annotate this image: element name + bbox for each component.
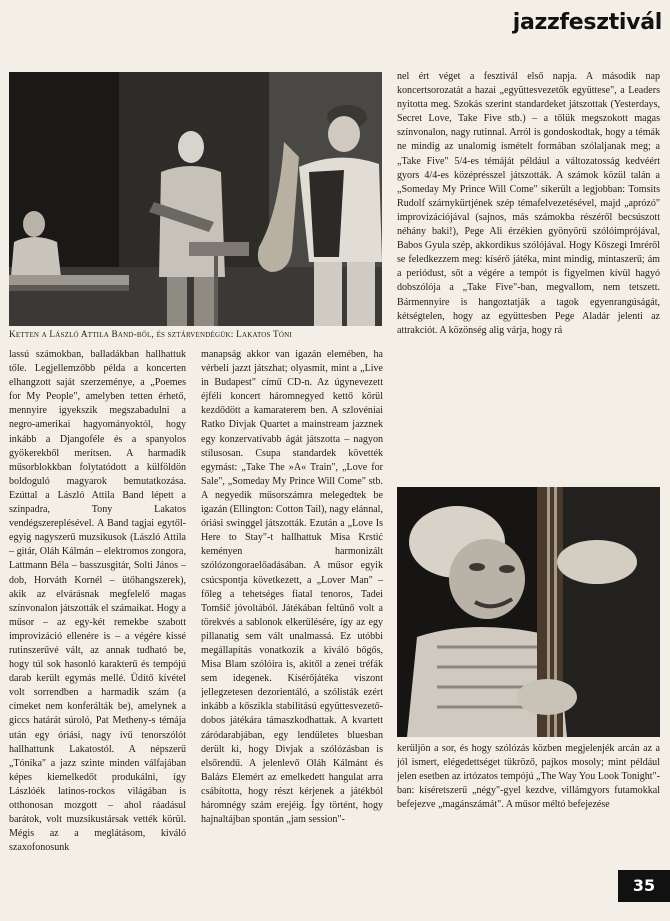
article-text-col2: manapság akkor van igazán elemében, ha vérbeli jazzt játszhat; olyasmit, mint a „Live in Budapest" című CD-n. Az úgynevezett éjféli koncert háromnegyed kettő körül kezdődött a kamaraterem ben. A szlovéniai Ratko Divjak Quartet a mainstream jazznek egy konzervatívabb ágát játszotta – nagyon stílusosan. Csupa standardek követték egymást: „Take The »A« Train", „Love for Sale", „Someday My Prince Will Come" stb. A negyedik műsorszámra melegedtek be igazán (Ellington: Cotton Tail), nagy elánnal, óriási swinggel játszották. Ezután a „Love Is Here to Stay"-t hallhattuk Misa Krstić keményen harmonizált szólózongoraelőadásában. A műsor egyik csúcspontja következett, a „Lover Man" – főleg a tehetséges fiatal tenoros, Tadei Tomšič jóvoltából. Játékában feltűnő volt a törekvés a sablonok elkerülésére, így az egy pillanatig sem vált unalmassá. Ez utóbbi megállapítás vonatkozik a kiváló bőgős, Misa Blam szólóira is, akitől a zenei tréfák sem idegenek. Kísérőjátéka viszont jellegzetesen dezorientáló, a szólisták ezért inkább a kőszikla stabilitású együttesvezető-dobos játékára támaszkodhattak. A kvartett záródarabjában, egy lendületes bluesban derült ki, hogy Divjak a szólózásban is elsőrendű. A jelenlevő Oláh Kálmánt és Balázs Elemért az emelkedett hangulat arra csábította, hogy részt kérjenek a játékból háromnégy szám erejéig. Így történt, hogy hajnaltájban spontán „jam session"- [201,349,383,826]
bassist-photo [397,487,660,737]
section-title: jazzfesztivál [512,10,662,35]
article-column-1 [9,348,186,914]
article-column-3-top [397,70,660,480]
page-number: 35 [618,870,670,902]
band-photo [9,72,382,326]
photo-caption: Ketten a László Attila Band-ből, és sztárvendégük: Lakatos Tóni [9,330,292,340]
band-photo-image [9,72,382,326]
article-text-col1: lassú számokban, balladákban hallhattuk tőle. Legjellemzőbb példa a koncerten elhangzott saját szerzeménye, a „Poemes for My People", amelyben tetten érhető, mennyire igyekszik megszabadulni a negro-amerikai hagyományoktól, hogy inkább a Djangoféle és a spanyolos gyökerekből merítsen. A harmadik műsorblokkban folytatódott a külföldön boldoguló magyarok bemutatkozása. Ezúttal a László Attila Band lépett a színpadra, Tony Lakatos vendégszereplésével. A Band tagjai egytől-egyig nagyszerű muzsikusok (László Attila – gitár, Oláh Kálmán – elektromos zongora, Lattmann Béla – basszusgitár, Solti János – dob, Horváth Kornél – ütőhangszerek), akik az elvárásnak megfelelő magas színvonalon játszották el számaikat. Hogy a műsor – az egy-két remekbe szabott improvizáció ellenére is – a végére kissé rutinszerűvé vált, az annak tudható be, hogy túl sok hasonló karakterű és tempójú darab került egymás mellé. Üdítő kivétel volt sorrendben a harmadik szám (a címeket nem konferálták be), amelynek a giccs határát súroló, Pat Metheny-s témája után egy óriási, nagy ívű tenorszólót hallhattunk Lakatostól. A népszerű „Tónika" a jazz szinte minden válfajában képes kiemelkedőt produkálni, így Lászlóék latinos-rockos világában is otthonosan mozgott – ahol ráadásul barátok, volt muzsikustársak vették körül. Mégis az a meglátásom, kiváló szaxofonosunk [9,349,186,854]
article-text-col3a: nel ért véget a fesztivál első napja. A második nap koncertsorozatát a hazai „együttesvezetők együttese", a Leaders nyitotta meg. Szokás szerint standardeket játszottak (Yesterdays, Secret Love, Take Five stb.) – a tőlük megszokott magas színvonalon, nagy rutinnal. Arról is gondoskodtak, hogy a témák ne mindig az unalomig ismételt formában szólaljanak meg; a „Take Five" 5/4-es témáját például a változatosság kedvéért gyors 4/4-es középrésszel játszották. A számok közül talán a „Someday My Prince Will Come" sikerült a legjobban: Tomsits Rudolf szárnykürtjének szép témafelvezetésével, majd „aprózó" improvizációjával (sajnos, más számokba részéről becsúszott néhány baki!), Pege Ali érzékien gyönyörű szólóimprójával, Babos Gyula szép, akkordikus szólójával. Hogy Kőszegi Imréről se feledkezzem meg: kísérő játéka, mint mindig, mintaszerű; ám a periódust, sőt a végére a tempót is figyelmen kívül hagyó dobszólója a „Take Five"-ban, megvallom, nem tetszett. Bármennyire is hangoztatják a tagok egyenrangúságát, kétségtelen, hogy az együttesben Pege Aladár jelenti az attrakciót. A közönség alig várja, hogy rá [397,71,660,336]
article-text-col3b: kerüljön a sor, és hogy szólózás közben megjelenjék arcán az a jól ismert, elégedettséget tükröző, pajkos mosoly; mint például jelen esetben az irtózatos tempójú „The Way You Look Tonight"-ban: kíséretszerű „négy"-gyel kezdve, villámgyors futamokkal befejezve „magánszámát". A műsor méltó befejezése [397,743,660,811]
article-column-2 [201,348,383,914]
bassist-photo-image [397,487,660,737]
